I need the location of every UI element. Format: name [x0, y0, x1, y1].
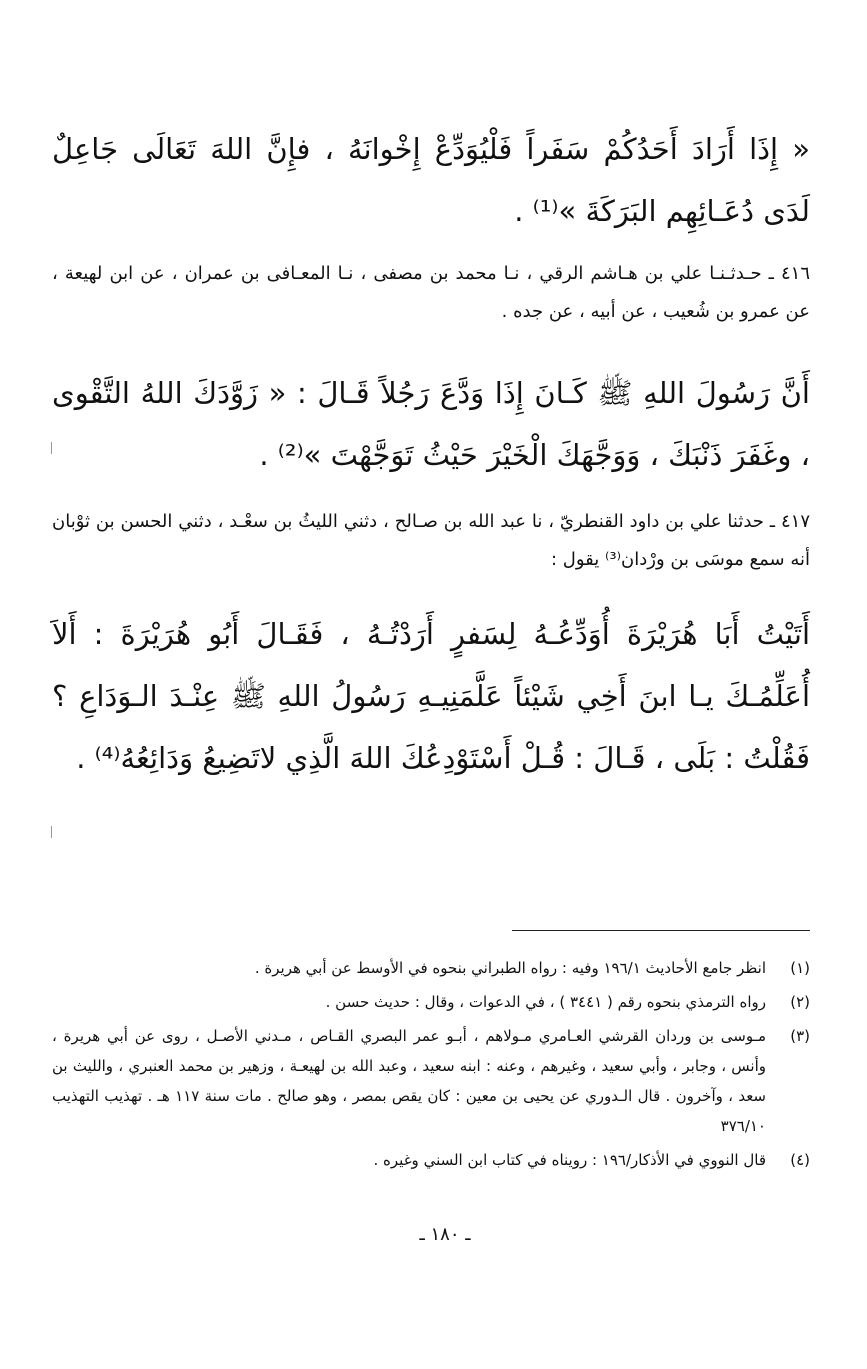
isnad-text-416: ٤١٦ ـ حـدثـنـا علي بن هـاشم الرقي ، نـا محمد بن مصفى ، نـا المعـافى بن عمران ، عن ابن لهيعة ، عن عمرو بن شُعيب ، عن أبيه ، عن جده . — [52, 263, 810, 322]
isnad-text-417: ٤١٧ ـ حدثنا علي بن داود القنطريّ ، نا عبد الله بن صـالح ، دثني الليثُ بن سعْـد ، دثني الحسن بن ثوْبان أنه سمع موسَى بن ورْدان⁽³⁾ يقول : — [52, 511, 810, 570]
footnote-number: (٢) — [790, 993, 810, 1011]
footnote-text: انظر جامع الأحاديث ١٩٦/١ وفيه : رواه الطبراني بنحوه في الأوسط عن أبي هريرة . — [254, 959, 766, 977]
footnote-2 — [52, 987, 810, 1017]
footnote-4 — [52, 1145, 810, 1175]
footnote-separator — [512, 930, 810, 931]
hadith-text-416: أَنَّ رَسُولَ اللهِ ﷺ كَـانَ إِذَا وَدَّعَ رَجُلاً قَـالَ : « زَوَّدَكَ اللهُ التَّقْوى ، وغَفَرَ ذَنْبَكَ ، وَوَجَّهَكَ الْخَيْرَ حَيْثُ تَوَجَّهْتَ »⁽²⁾ . — [52, 376, 810, 472]
footnotes-section — [52, 953, 810, 1179]
footnote-3 — [52, 1021, 810, 1141]
footnote-number: (٤) — [790, 1151, 810, 1169]
page-number: ـ ١٨٠ ـ — [419, 1224, 471, 1245]
margin-mark — [51, 826, 52, 838]
hadith-text-1: « إِذَا أَرَادَ أَحَدُكُمْ سَفَراً فَلْيُوَدِّعْ إِخْوانَهُ ، فإِنَّ اللهَ تَعَالَى جَاعِلٌ لَدَى دُعَـائِهِم البَرَكَةَ »⁽¹⁾ . — [52, 132, 810, 228]
footnote-number: (١) — [790, 959, 810, 977]
footnote-text: رواه الترمذي بنحوه رقم ( ٣٤٤١ ) ، في الدعوات ، وقال : حديث حسن . — [325, 993, 766, 1011]
footnote-1 — [52, 953, 810, 983]
footnote-number: (٣) — [790, 1027, 810, 1045]
margin-mark — [51, 442, 52, 454]
footnote-text: قال النووي في الأذكار/١٩٦ : رويناه في كتاب ابن السني وغيره . — [373, 1151, 766, 1169]
hadith-text-417: أَتَيْتُ أَبَا هُرَيْرَةَ أُوَدِّعُـهُ لِسَفرٍ أَرَدْتُـهُ ، فَقَـالَ أَبُو هُرَيْرَةَ : أَلاَ أُعَلِّمُـكَ يـا ابنَ أَخِي شَيْئاً عَلَّمَنِيـهِ رَسُولُ اللهِ ﷺ عِنْـدَ الـوَدَاعِ ؟ فَقُلْتُ : بَلَى ، قَـالَ : قُـلْ أَسْتَوْدِعُكَ اللهَ الَّذِي لاتَضِيعُ وَدَائِعُهُ⁽⁴⁾ . — [52, 617, 810, 775]
footnote-text: مـوسى بن وردان القرشي العـامري مـولاهم ، أبـو عمر البصري القـاص ، مـدني الأصـل ، روى عن أبي هريرة ، وأنس ، وجابر ، وأبي سعيد ، وغيرهم ، وعنه : ابنه سعيد ، وعبد الله بن لهيعـة ، وزهير بن محمد العنبري ، والليث بن سعد ، وآخرون . قال الـدوري عن يحيى بن معين : كان يقص بمصر ، وهو صالح . مات سنة ١١٧ هـ . تهذيب التهذيب ٣٧٦/١٠ — [52, 1027, 767, 1135]
